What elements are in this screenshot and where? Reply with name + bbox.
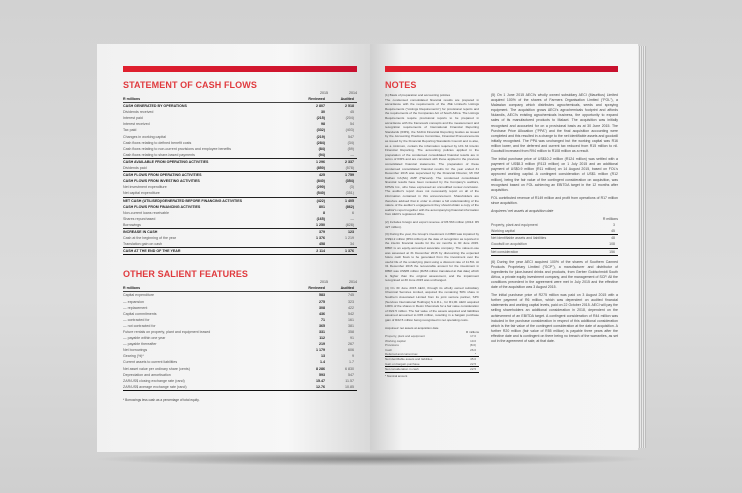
value-2014: (354)	[345, 179, 354, 184]
note-text: The initial purchase price of R275 million was paid on 3 August 2015 with a further payment of R6 million, which was dependent on audited financial statements and working capital levels, paid on 22 October 2015. AECI will pay the selling shareholders an additional consideration in 2018, dependent on the achievement of an EBITDA target. A contingent consideration of R44 million was included in the purchase consideration in respect of this additional consideration which is the fair value of the contingent consideration at the date of acquisition. A further R20 million (fair value of R55 million) is payable three years after the effective date and is contingent on there being no breach of the warranties, as set out in the agreement of sale, at that date.	[491, 293, 618, 344]
right-page	[370, 44, 638, 450]
left-page	[97, 44, 370, 452]
value-2015: 98	[321, 122, 325, 127]
value-2014: (351)	[345, 191, 354, 196]
row-label: — replacement	[123, 305, 148, 310]
value-2015: 365	[319, 323, 325, 328]
table-row	[123, 172, 357, 179]
row-label: Property, plant and equipment	[385, 334, 425, 339]
value-2014: 422	[348, 305, 354, 310]
value-2014: 1 219	[345, 236, 354, 241]
value-2015: 1 376	[316, 236, 325, 241]
table-caption: Acquirees' net assets at acquisition date	[385, 325, 439, 330]
value-2014: (578)	[345, 166, 354, 171]
value-2015: 379	[299, 228, 328, 235]
acquisition-table-resin	[385, 334, 479, 372]
value: 45.0	[470, 357, 476, 362]
row-label: Current assets to current liabilities	[123, 360, 178, 365]
value-2014: (34)	[347, 140, 354, 145]
book-shadow	[92, 452, 652, 466]
value: 108	[589, 241, 618, 248]
year-2015: 2015	[320, 91, 328, 95]
table-row	[123, 292, 357, 299]
table-row	[123, 384, 357, 391]
table-caption: Acquirees' net assets at acquisition date	[491, 208, 554, 213]
value-2014: 91	[350, 336, 354, 341]
table-row	[123, 158, 357, 165]
row-label: Net consideration	[491, 248, 589, 255]
value-2015: (84)	[318, 146, 325, 151]
value-2015: 15.47	[316, 378, 325, 383]
value-2014: 54	[350, 122, 354, 127]
reviewed-label: Reviewed	[299, 96, 328, 103]
notes-title: NOTES	[385, 80, 417, 90]
row-label: Cash flows relating to defined benefit costs	[123, 140, 192, 145]
row-label: Translation gain on cash	[123, 242, 163, 247]
value: 48	[611, 236, 615, 241]
value-2015: 1.4	[320, 360, 325, 365]
row-label: — not contracted for	[123, 323, 156, 328]
value-2015: (215)	[316, 116, 325, 121]
value-2015: 13	[321, 354, 325, 359]
row-label: Capital commitments	[123, 311, 157, 316]
row-label: NET CASH (UTILISED)/GENERATED BEFORE FINANCING ACTIVITIES	[123, 197, 299, 204]
table-header	[123, 285, 357, 292]
cash-flow-table	[123, 96, 357, 255]
row-label: Working capital	[385, 338, 406, 343]
row-label: ZAR/US$ closing exchange rate (rand)	[123, 378, 185, 383]
value-2015: (219)	[316, 134, 325, 139]
value-2014: 2 337	[328, 158, 357, 165]
table-row	[491, 241, 618, 248]
audited-label: Audited	[328, 285, 357, 292]
value-2015: (332)	[316, 128, 325, 133]
value-2014: 11.57	[345, 378, 354, 383]
notes-column-2	[491, 93, 618, 347]
row-label: CASH FLOWS FROM INVESTING ACTIVITIES	[123, 179, 200, 184]
value-2015: 436	[319, 311, 325, 316]
row-label: CASH AT THE END OF THE YEAR	[123, 248, 299, 255]
year-2014: 2014	[349, 280, 357, 285]
unit-label: R millions	[465, 329, 479, 334]
value-2014: (828)	[345, 222, 354, 227]
table-header	[123, 96, 357, 103]
value-2015: 2 114	[299, 248, 328, 255]
row-label: Non-current loans receivable	[123, 210, 169, 215]
row-label: Property, plant and equipment	[491, 223, 538, 228]
note-text: On 30 June 2015 AECI, through its wholly owned subsidiary Chemical Services Limited, acquired the remaining 50% share in Southern Associated Limited from its joint venture partner, SPC (Services International Holdings) S.A.R.L., for R1,00. AECI acquired 100% of the shares in Resin Chemicals for a fair value consideration of R22.5 million. The fair value of the assets acquired and liabilities assumed amounted to R45 million, resulting in a bargain purchase gain of R22.5 million being recognised in net operating costs.	[385, 285, 479, 322]
row-label: Interest paid	[123, 116, 143, 121]
row-label: CASH GENERATED BY OPERATIONS	[123, 104, 187, 109]
row-label: ZAR/US$ average exchange rate (rand)	[123, 384, 299, 391]
row-label: Net borrowings	[123, 348, 148, 353]
reviewed-label: Reviewed	[299, 285, 328, 292]
value: 17.0	[470, 334, 476, 339]
value-2015: 308	[319, 305, 325, 310]
value-2015: 458	[319, 242, 325, 247]
table-row	[123, 103, 357, 110]
year-2014: 2014	[349, 91, 357, 95]
row-label: Dividends paid	[123, 166, 147, 171]
value-2014: —	[350, 152, 354, 157]
value-2015: 12.76	[299, 384, 328, 391]
value-2014: 547	[348, 372, 354, 377]
row-label: Cash flows relating to share-based payments	[123, 152, 195, 157]
left-page-content	[123, 66, 357, 403]
table-row	[123, 152, 357, 159]
row-label: Goodwill on acquisition	[491, 241, 589, 248]
row-label: Gearing (%)*	[123, 354, 144, 359]
note-text: During the year, the Group's investment in DBRI was impaired by US$4.2 million (R54 million) at the date of recognition as reported in the interim financial results for the six months to 30 June 2015. DBRI is an equity-accounted associate company. The value-in-use was assessed at 31 December 2015 by discounting the expected future cash flows to be generated from the investment over the useful life of the underlying plant using a discount rate of 11.5%. At 31 December 2015 the recoverable amount for the investment in DBRI was US$35 million (R253 million translated at that date) which is higher than the original assessment, and the impairment recognised at 30 June 2015 was unchanged.	[385, 232, 479, 283]
value: (8.0)	[469, 343, 476, 348]
value-2014: 123	[328, 228, 357, 235]
value-2014: 6 830	[345, 366, 354, 371]
value-2014: 45	[350, 110, 354, 115]
row-label: Cash	[385, 347, 393, 352]
value-2015: (94)	[318, 152, 325, 157]
value-2014: 358	[348, 330, 354, 334]
value-2014: 547	[348, 134, 354, 139]
value-2015: (290)	[316, 185, 325, 190]
value-2015: (165)	[316, 216, 325, 221]
unit-label: R millions	[602, 217, 618, 222]
note-number: (2)	[385, 220, 389, 225]
row-label: Net consideration in cash	[385, 367, 458, 372]
value-2015: 71	[321, 317, 325, 322]
row-label: — payable within one year	[123, 336, 166, 341]
value-2015: 1 179	[316, 348, 325, 353]
row-label: CASH FLOWS FROM OPERATING ACTIVITIES	[123, 172, 299, 179]
value-2015: 1 250	[316, 222, 325, 227]
table-row	[123, 197, 357, 204]
row-label: Gain on bargain purchase	[385, 362, 458, 367]
value-2014: 323	[348, 299, 354, 304]
value: 3	[613, 223, 615, 228]
note-text: The condensed consolidated financial results are prepared in accordance with the requirements of the JSE Limited's Listings Requirements ("Listings Requirements") for provisional reports and the requirements of the Companies Act of South Africa. The Listings Requirements require provisional reports to be prepared in accordance with the framework concepts and the measurement and recognition requirements of International Financial Reporting Standards (IFRS), the SAICA Financial Reporting Guides as issued by the Accounting Practices Committee, Financial Pronouncements as issued by the Financial Reporting Standards Council and to also, as a minimum, contain the information required by IAS 34 Interim Financial Reporting. The accounting policies applied in the preparation of the condensed consolidated financial results are in terms of IFRS and are consistent with those applied in the previous consolidated financial statements. The preparation of these condensed consolidated financial results for the year ended 31 December 2015 was supervised by the Financial Director, Mr KM Kathan CA(SA) AMP (Harvard). The condensed consolidated financial results have been reviewed by the Company's auditors, KPMG Inc., who have expressed an unmodified review conclusion. The auditor's report does not necessarily report on all of the information contained in this announcement. Shareholders are therefore advised that in order to obtain a full understanding of the nature of the auditor's engagement they should obtain a copy of the auditor's report together with the accompanying financial information from AECI's registered office.	[385, 97, 479, 217]
value-2015: 583	[319, 293, 325, 298]
value-2015: (540)	[316, 191, 325, 196]
row-label: Net identifiable assets and liabilities	[385, 357, 433, 362]
value-2014: 745	[348, 293, 354, 298]
table-row	[385, 367, 479, 372]
value-2015: (422)	[299, 197, 328, 204]
row-label: Provisions	[385, 343, 399, 348]
note-text: Includes foreign and export revenue of R6 563 million (2014: R5 427 million).	[385, 220, 479, 229]
table-row	[491, 228, 618, 235]
value-2015: 331	[319, 330, 325, 334]
row-label: INCREASE IN CASH	[123, 228, 299, 235]
value: 45	[589, 228, 618, 235]
note-text: During the year AECI acquired 100% of the shares of Southern Canned Products Proprietary Limited ("SCP"), a manufacturer and distributor of ingredients for juice-based drinks and products, from Gerber Goldschmidt South Africa, a private equity investment company, and the management of SCP. All the conditions precedent in the agreement were met in July 2015 and the effective date of the acquisition was 3 August 2015.	[491, 259, 618, 290]
row-label: — expansion	[123, 299, 144, 304]
value-2015: 593	[319, 372, 325, 377]
value-2014: (862)	[345, 204, 354, 209]
header-red-bar	[385, 66, 618, 72]
table-row	[491, 248, 618, 255]
value-2014: (403)	[345, 128, 354, 133]
value: 22.5	[458, 362, 479, 367]
value: *	[458, 352, 479, 357]
value-2014: (3)	[349, 185, 354, 190]
row-label: — payable thereafter	[123, 342, 157, 347]
row-label: Cash at the beginning of the year	[123, 236, 176, 241]
acquisition-table-fol	[491, 222, 618, 255]
value-2014: 1 376	[328, 248, 357, 255]
value-2014: 267	[348, 342, 354, 347]
value: 10.0	[470, 338, 476, 343]
value-2014: 34	[350, 242, 354, 247]
year-2015: 2015	[320, 280, 328, 285]
row-label: Net asset value per ordinary share (cents)	[123, 366, 190, 371]
value-2014: 381	[348, 323, 354, 328]
value: 22.5	[458, 367, 479, 372]
row-label: Future rentals on property, plant and equipment leased	[123, 330, 211, 334]
cash-flow-title: STATEMENT OF CASH FLOWS	[123, 80, 257, 90]
value-2015: (850)	[316, 166, 325, 171]
table-row	[123, 222, 357, 229]
value-2015: 1 296	[299, 158, 328, 165]
value: 156	[589, 248, 618, 255]
value-2014: 606	[348, 348, 354, 353]
row-label: Net identifiable assets and liabilities	[491, 236, 547, 241]
value-2015: (840)	[316, 179, 325, 184]
row-label: Changes in working capital	[123, 134, 166, 139]
row-label: CASH AVAILABLE FROM OPERATING ACTIVITIES	[123, 158, 299, 165]
value-2014: 542	[348, 311, 354, 316]
value-2014: 1 405	[328, 197, 357, 204]
value-2014: 1 759	[328, 172, 357, 179]
value-2014: (204)	[345, 116, 354, 121]
note-text: The initial purchase price of US$10.2 million (R124 million) was settled with a payment of US$8.3 million (R113 million) on 1 July 2015 and an additional payment of US$0.9 million (R11 million) on 14 August 2015, based on FOL's approved working capital. A contingent consideration of US$1 million (R12 million), being the fair value of the contingent consideration on acquisition, was recognised based on FOL achieving an EBITDA target in the 12 months after acquisition.	[491, 157, 618, 192]
value-2015: 8	[323, 210, 325, 215]
table-row	[123, 248, 357, 255]
row-label: Tax paid	[123, 128, 137, 133]
value-2014: 9	[352, 354, 354, 359]
value-2014: —	[350, 216, 354, 221]
unit-label: R millions	[123, 285, 299, 292]
value-2015: 2 807	[316, 104, 325, 109]
value-2015: (284)	[316, 140, 325, 145]
row-label: Interest received	[123, 122, 150, 127]
note-text: On 1 June 2015 AECI's wholly owned subsidiary AECI (Mauritius) Limited acquired 100% of the shares of Farmers Organisation Limited ("FOL"), a Malawian company which distributes agrochemicals, seeds and spraying equipment. The acquisition grows AECI's agrochemicals footprint and affords Nulandis, AECI's existing agrochemicals business, the opportunity to expand sales of its manufactured products to Malawi. The acquisition was initially recognised and accounted for on a provisional basis as at 30 June 2015. The Purchase Price Allocation ("PPA") and the final acquisition accounting were completed and this resulted in a change to the net identifiable assets and goodwill initially recognised. The PPA was unchanged but the working capital was R16 million lower, and the deferred and current tax reduced from R15 million to nil. Goodwill increased from R94 million to R108 million as a result.	[491, 93, 618, 154]
note-text: FOL contributed revenue of R149 million and profit from operations of R17 million since acquisition.	[491, 195, 618, 205]
table-row	[123, 228, 357, 235]
value-2015: 112	[319, 336, 325, 341]
row-label: Depreciation and amortisation	[123, 372, 171, 377]
value-2014: 10.85	[328, 384, 357, 391]
value-2015: 425	[299, 172, 328, 179]
table-footnote: * Nominal amount	[385, 373, 408, 378]
note-number: (4)	[385, 285, 389, 290]
notes-column-1	[385, 93, 479, 378]
page-edges	[638, 46, 646, 448]
row-label: Borrowings	[123, 222, 141, 227]
row-label: CASH FLOWS FROM FINANCING ACTIVITIES	[123, 204, 201, 209]
note-heading: Basis of preparation and accounting policies	[389, 93, 451, 97]
salient-features-table	[123, 285, 357, 391]
unit-label: R millions	[123, 96, 299, 103]
table-row	[123, 190, 357, 197]
value-2014: 6	[352, 210, 354, 215]
row-label: — contracted for	[123, 317, 150, 322]
salient-title: OTHER SALIENT FEATURES	[123, 269, 249, 280]
value-2014: 2 518	[345, 104, 354, 109]
note-number: (6)	[491, 259, 496, 264]
row-label: Capital expenditure	[123, 293, 154, 298]
value-2015: 801	[319, 204, 325, 209]
value-2014: (59)	[347, 146, 354, 151]
audited-label: Audited	[328, 96, 357, 103]
row-label: Deferred and current tax	[385, 352, 458, 357]
header-red-bar	[123, 66, 357, 72]
table-row	[123, 165, 357, 172]
note-number: (3)	[385, 232, 389, 237]
value-2015: 275	[319, 299, 325, 304]
row-label: Dividends received	[123, 110, 154, 115]
table-row	[123, 241, 357, 248]
footnote: * Borrowings less cash as a percentage of total equity.	[123, 397, 200, 402]
value-2014: 1.7	[349, 360, 354, 365]
table-row	[491, 235, 618, 242]
row-label: Shares repurchased	[123, 216, 156, 221]
row-label: Working capital	[491, 228, 589, 235]
value-2015: 219	[319, 342, 325, 347]
row-label: Net investment expenditure	[123, 185, 167, 190]
value-2014: 161	[348, 317, 354, 322]
value-2015: 8 286	[316, 366, 325, 371]
note-number: (5)	[491, 93, 496, 97]
row-label: Net capital expenditure	[123, 191, 160, 196]
note-number: (1)	[385, 93, 389, 97]
row-label: Cash flows relating to non-current provisions and employee benefits	[123, 146, 232, 151]
value: 26.0	[470, 347, 476, 352]
value-2015: 30	[321, 110, 325, 115]
